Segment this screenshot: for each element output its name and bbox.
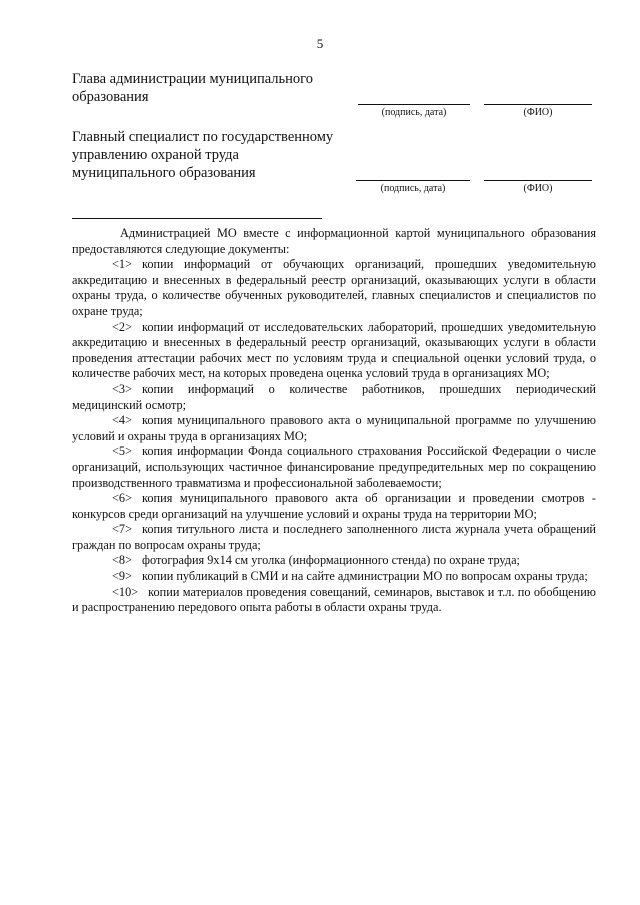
list-item-marker: <6> — [112, 491, 133, 506]
list-item — [72, 569, 596, 585]
list-item-text: фотография 9х14 см уголка (информационного стенда) по охране труда; — [142, 553, 520, 568]
signature-title-line: Глава администрации муниципального — [72, 71, 313, 87]
footnote-divider — [72, 218, 322, 219]
list-item-marker: <8> — [112, 553, 133, 568]
list-item-marker: <2> — [112, 319, 133, 334]
name-field[interactable] — [484, 104, 592, 118]
signature-field[interactable] — [358, 104, 470, 118]
list-item-marker: <5> — [112, 444, 133, 459]
list-item-marker: <10> — [112, 584, 139, 599]
list-item-marker: <7> — [112, 522, 133, 537]
name-label: (ФИО) — [523, 183, 553, 194]
name-field[interactable] — [484, 180, 592, 194]
signature-label: (подпись, дата) — [381, 107, 447, 118]
list-item-marker: <9> — [112, 569, 133, 584]
signature-block-head — [72, 70, 313, 106]
list-item-marker: <3> — [112, 381, 133, 396]
list-item — [72, 444, 596, 491]
list-item-text: копии материалов проведения совещаний, семинаров, выставок и т.л. по обобщению и распространению передового опыта работы в области охраны труда. — [72, 584, 596, 615]
signature-label: (подпись, дата) — [380, 183, 446, 194]
list-item — [72, 522, 596, 553]
list-item-text: копия титульного листа и последнего заполненного листа журнала учета обращений граждан по вопросам охраны труда; — [72, 522, 596, 552]
signature-title-line: муниципального образования — [72, 165, 256, 181]
signature-title-line: управлению охраной труда — [72, 147, 239, 163]
list-item-marker: <4> — [112, 413, 133, 428]
list-item — [72, 257, 596, 319]
list-item-text: копии информаций от обучающих организаций, прошедших уведомительную аккредитацию и внесенных в федеральный реестр организаций, оказывающих услуги в области охраны труда, о количестве обученных руководителей, главных специалистов и специалистов по охране труда; — [72, 257, 596, 318]
page-number: 5 — [316, 36, 324, 51]
list-item — [72, 585, 596, 616]
list-item-text: копии публикаций в СМИ и на сайте администрации МО по вопросам охраны труда; — [142, 569, 588, 584]
document-body — [72, 226, 596, 616]
list-item-text: копия информации Фонда социального страхования Российской Федерации о числе организаций, использующих частичное финансирование предупредительных мер по сокращению производственного травматизма и профессиональной заболеваемости; — [72, 444, 596, 490]
name-label: (ФИО) — [523, 107, 553, 118]
list-item-text: копии информаций от исследовательских лабораторий, прошедших уведомительную аккредитацию и внесенных в федеральный реестр организаций, оказывающих услуги в области проведения аттестации рабочих мест по условиям труда и специальной оценки условий труда, о количестве рабочих мест, на которых проведена оценка условий труда в организациях МО; — [72, 319, 596, 381]
signature-title-line: Главный специалист по государственному — [72, 129, 334, 145]
list-item-text: копия муниципального правового акта об организации и проведении смотров - конкурсов среди организаций на улучшение условий и охраны труда на территории МО; — [72, 491, 596, 521]
signature-block-specialist — [72, 128, 333, 182]
list-item-marker: <1> — [112, 257, 133, 272]
body-intro: Администрацией МО вместе с информационной картой муниципального образования предоставляются следующие документы: — [72, 226, 596, 256]
list-item — [72, 491, 596, 522]
list-item — [72, 553, 596, 569]
list-item-text: копия муниципального правового акта о муниципальной программе по улучшению условий и охраны труда в организациях МО; — [72, 413, 596, 443]
list-item — [72, 320, 596, 382]
list-item-text: копии информаций о количестве работников, прошедших периодический медицинский осмотр; — [72, 381, 596, 412]
list-item — [72, 413, 596, 444]
signature-field[interactable] — [356, 180, 470, 194]
list-item — [72, 382, 596, 413]
signature-title-line: образования — [72, 89, 149, 105]
